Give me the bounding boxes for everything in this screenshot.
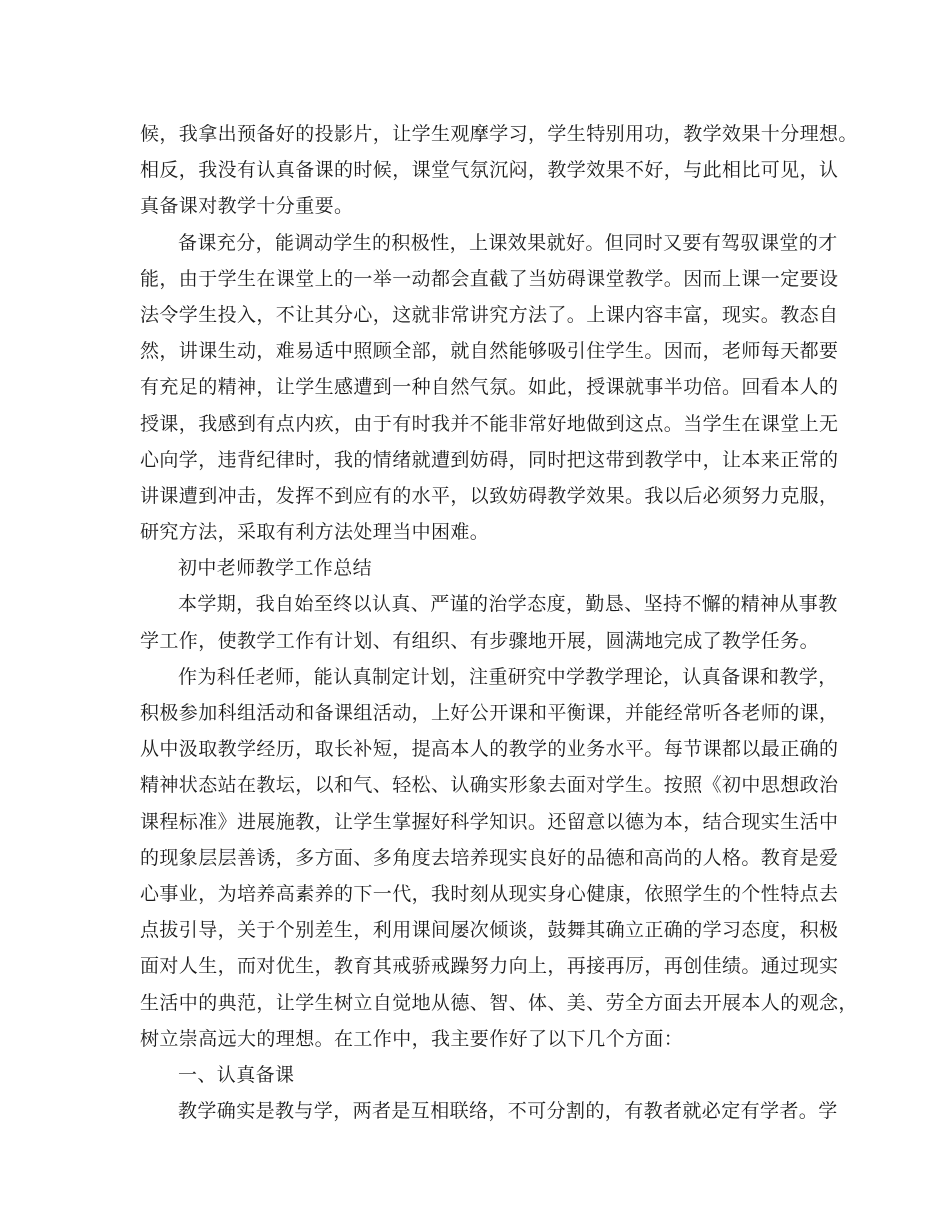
text-line: 点拔引导，关于个别差生，利用课间屡次倾谈，鼓舞其确立正确的学习态度，积极 (140, 919, 839, 942)
text-line: 心事业，为培养高素养的下一代，我时刻从现实身心健康，依照学生的个性特点去 (140, 882, 839, 905)
paragraph-first-line: 本学期，我自始至终以认真、严谨的治学态度，勤恳、坚持不懈的精神从事教 (178, 593, 838, 616)
text-line: 精神状态站在教坛，以和气、轻松、认确实形象去面对学生。按照《初中思想政治 (140, 774, 839, 797)
text-line: 树立崇高远大的理想。在工作中，我主要作好了以下几个方面： (140, 1027, 684, 1050)
paragraph-first-line: 作为科任老师，能认真制定计划，注重研究中学教学理论，认真备课和教学， (178, 665, 838, 688)
text-line: 生活中的典范，让学生树立自觉地从德、智、体、美、劳全方面去开展本人的观念， (140, 991, 858, 1014)
text-line: 真备课对教学十分重要。 (140, 195, 354, 218)
text-line: 能，由于学生在课堂上的一举一动都会直截了当妨碍课堂教学。因而上课一定要设 (140, 267, 839, 290)
text-line: 法令学生投入，不让其分心，这就非常讲究方法了。上课内容丰富，现实。教态自 (140, 303, 839, 326)
text-line: 学工作，使教学工作有计划、有组织、有步骤地开展，圆满地完成了教学任务。 (140, 629, 820, 652)
text-line: 心向学，违背纪律时，我的情绪就遭到妨碍，同时把这带到教学中，让本来正常的 (140, 448, 839, 471)
paragraph-first-line: 初中老师教学工作总结 (178, 557, 373, 580)
text-line: 面对人生，而对优生，教育其戒骄戒躁努力向上，再接再厉，再创佳绩。通过现实 (140, 955, 839, 978)
text-line: 研究方法，采取有利方法处理当中困难。 (140, 521, 490, 544)
text-line: 积极参加科组活动和备课组活动，上好公开课和平衡课，并能经常听各老师的课， (140, 702, 839, 724)
text-line: 相反，我没有认真备课的时候，课堂气氛沉闷，教学效果不好，与此相比可见，认 (140, 159, 839, 182)
text-line: 有充足的精神，让学生感遭到一种自然气氛。如此，授课就事半功倍。回看本人的 (140, 376, 839, 399)
text-line: 课程标准》进展施教，让学生掌握好科学知识。还留意以德为本，结合现实生活中 (140, 810, 839, 833)
paragraph-first-line: 一、认真备课 (178, 1063, 295, 1086)
paragraph-first-line: 教学确实是教与学，两者是互相联络，不可分割的，有教者就必定有学者。学 (178, 1100, 838, 1123)
text-line: 然，讲课生动，难易适中照顾全部，就自然能够吸引住学生。因而，老师每天都要 (140, 340, 839, 363)
text-line: 从中汲取教学经历，取长补短，提高本人的教学的业务水平。每节课都以最正确的 (140, 738, 839, 761)
text-line: 候，我拿出预备好的投影片，让学生观摩学习，学生特别用功，教学效果十分理想。 (140, 123, 858, 145)
paragraph-first-line: 备课充分，能调动学生的积极性，上课效果就好。但同时又要有驾驭课堂的才 (178, 231, 838, 254)
document-body (140, 116, 858, 1129)
text-line: 授课，我感到有点内疚，由于有时我并不能非常好地做到这点。当学生在课堂上无 (140, 412, 839, 435)
text-line: 的现象层层善诱，多方面、多角度去培养现实良好的品德和高尚的人格。教育是爱 (140, 846, 839, 869)
text-line: 讲课遭到冲击，发挥不到应有的水平，以致妨碍教学效果。我以后必须努力克服， (140, 484, 839, 507)
